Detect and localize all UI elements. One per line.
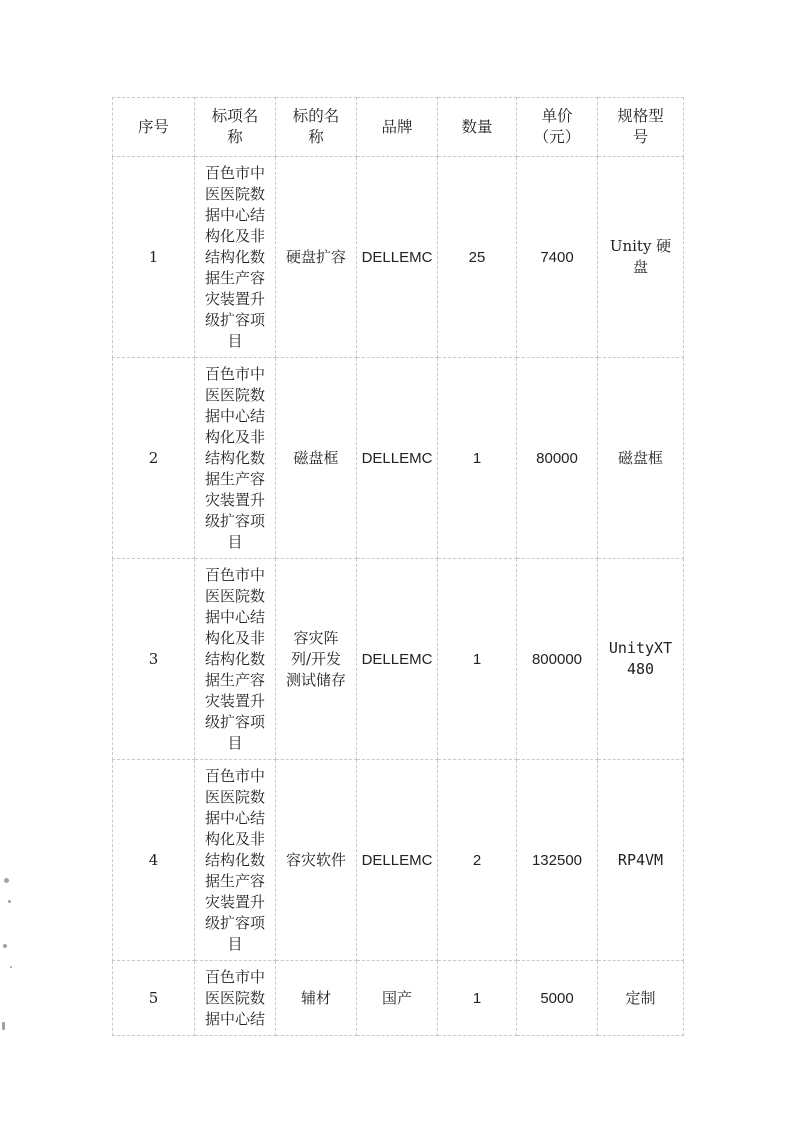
scan-speck <box>3 944 7 948</box>
table-row <box>113 358 684 559</box>
cell-spec-model <box>598 157 684 358</box>
header-spec-model <box>598 98 684 157</box>
table-row <box>113 760 684 961</box>
cell-no: 2 <box>113 358 195 559</box>
target-name-text: 容灾软件 <box>286 850 347 869</box>
header-target-name <box>276 98 357 157</box>
spec-model-text: 磁盘框 <box>617 448 663 467</box>
target-name-text: 容灾阵列/开发测试储存 <box>286 628 347 689</box>
scan-speck <box>2 1022 5 1030</box>
header-item-name <box>195 98 276 157</box>
cell-unit-price: 80000 <box>517 358 598 559</box>
header-brand <box>357 98 438 157</box>
table-row <box>113 961 684 1036</box>
cell-item-name <box>195 760 276 961</box>
target-name-text: 磁盘框 <box>293 448 339 467</box>
cell-target-name <box>276 157 357 358</box>
item-name-text: 百色市中医医院数据中心结构化及非结构化数据生产容灾装置升级扩容项目 <box>205 364 266 551</box>
spec-model-text: 定制 <box>625 988 656 1007</box>
cell-brand: DELLEMC <box>357 559 438 760</box>
cell-item-name <box>195 157 276 358</box>
header-label: 品牌 <box>381 117 413 136</box>
item-name-text: 百色市中医医院数据中心结 <box>205 967 266 1028</box>
item-name-text: 百色市中医医院数据中心结构化及非结构化数据生产容灾装置升级扩容项目 <box>205 565 266 752</box>
scan-speck <box>10 966 12 968</box>
cell-target-name <box>276 358 357 559</box>
cell-item-name <box>195 358 276 559</box>
cell-brand: DELLEMC <box>357 760 438 961</box>
header-no <box>113 98 195 157</box>
cell-spec-model <box>598 760 684 961</box>
cell-target-name <box>276 760 357 961</box>
cell-item-name <box>195 961 276 1036</box>
header-label: 序号 <box>137 117 169 136</box>
cell-spec-model <box>598 358 684 559</box>
cell-quantity: 1 <box>438 559 517 760</box>
target-name-text: 辅材 <box>300 988 331 1007</box>
spec-model-text: Unity 硬盘 <box>609 237 672 276</box>
table-header-row <box>113 98 684 157</box>
cell-quantity: 25 <box>438 157 517 358</box>
item-name-text: 百色市中医医院数据中心结构化及非结构化数据生产容灾装置升级扩容项目 <box>205 766 266 953</box>
cell-target-name <box>276 961 357 1036</box>
cell-brand: DELLEMC <box>357 358 438 559</box>
header-label: 标项名称 <box>211 107 259 146</box>
cell-unit-price: 7400 <box>517 157 598 358</box>
cell-spec-model <box>598 961 684 1036</box>
spec-model-text: RP4VM <box>617 850 664 869</box>
cell-brand: 国产 <box>357 961 438 1036</box>
scan-speck <box>4 878 9 883</box>
cell-no: 3 <box>113 559 195 760</box>
cell-brand: DELLEMC <box>357 157 438 358</box>
cell-spec-model <box>598 559 684 760</box>
header-label: 标的名称 <box>292 107 340 146</box>
header-unit-price <box>517 98 598 157</box>
header-label: 规格型号 <box>617 107 664 146</box>
table-row <box>113 559 684 760</box>
cell-quantity: 1 <box>438 358 517 559</box>
cell-target-name <box>276 559 357 760</box>
cell-quantity: 2 <box>438 760 517 961</box>
header-label: 单价（元） <box>533 107 581 146</box>
header-label: 数量 <box>461 117 493 136</box>
cell-unit-price: 132500 <box>517 760 598 961</box>
header-quantity <box>438 98 517 157</box>
bid-items-table <box>112 97 684 1036</box>
cell-no: 5 <box>113 961 195 1036</box>
spec-model-text: UnityXT 480 <box>608 639 673 678</box>
cell-item-name <box>195 559 276 760</box>
item-name-text: 百色市中医医院数据中心结构化及非结构化数据生产容灾装置升级扩容项目 <box>205 163 266 350</box>
cell-no: 1 <box>113 157 195 358</box>
cell-unit-price: 800000 <box>517 559 598 760</box>
target-name-text: 硬盘扩容 <box>286 247 347 266</box>
cell-quantity: 1 <box>438 961 517 1036</box>
table-row <box>113 157 684 358</box>
scan-speck <box>8 900 11 903</box>
cell-no: 4 <box>113 760 195 961</box>
cell-unit-price: 5000 <box>517 961 598 1036</box>
